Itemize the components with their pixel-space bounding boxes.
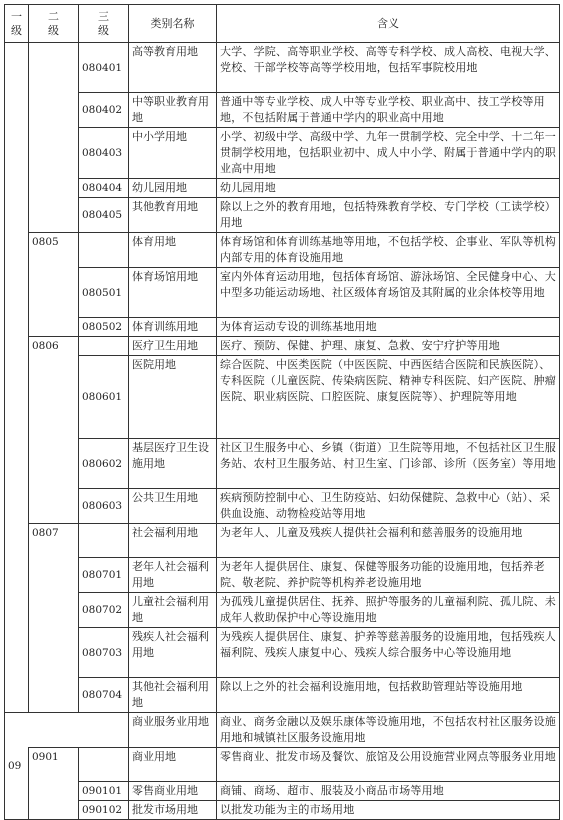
cell-level1	[5, 43, 29, 713]
cell-meaning: 小学、初级中学、高级中学、九年一贯制学校、完全中学、十二年一贯制学校用地，包括职业初中、成人中小学、附属于普通中学内的职业高中用地	[217, 128, 560, 179]
cell-level3	[79, 524, 129, 558]
cell-category-name: 零售商业用地	[129, 782, 217, 801]
cell-category-name: 社会福利用地	[129, 524, 217, 558]
header-meaning: 含义	[217, 5, 560, 43]
table-row	[5, 198, 560, 233]
cell-level3: 080701	[79, 558, 129, 593]
cell-meaning: 为孤残儿童提供居住、抚养、照护等服务的儿童福利院、孤儿院、未成年人救助保护中心等设施用地	[217, 593, 560, 628]
cell-level3: 090102	[79, 801, 129, 820]
cell-level2: 0805	[29, 233, 79, 337]
table-row	[5, 801, 560, 820]
cell-category-name: 商业服务业用地	[129, 713, 217, 748]
cell-level3	[79, 337, 129, 356]
cell-meaning: 除以上之外的教育用地，包括特殊教育学校、专门学校（工读学校）用地	[217, 198, 560, 233]
land-classification-table	[4, 4, 560, 820]
cell-category-name: 老年人社会福利用地	[129, 558, 217, 593]
cell-category-name: 其他社会福利用地	[129, 678, 217, 713]
table-row	[5, 128, 560, 179]
table-row	[5, 318, 560, 337]
cell-level3: 080704	[79, 678, 129, 713]
cell-level2: 0806	[29, 337, 79, 524]
cell-level3: 080601	[79, 356, 129, 439]
cell-meaning: 为老年人、儿童及残疾人提供社会福利和慈善服务的设施用地	[217, 524, 560, 558]
table-row	[5, 439, 560, 489]
cell-level3: 080403	[79, 128, 129, 179]
cell-meaning: 医疗、预防、保健、护理、康复、急救、安宁疗护等用地	[217, 337, 560, 356]
cell-category-name: 高等教育用地	[129, 43, 217, 93]
cell-category-name: 医疗卫生用地	[129, 337, 217, 356]
table-row	[5, 93, 560, 128]
cell-meaning: 社区卫生服务中心、乡镇（街道）卫生院等用地，不包括社区卫生服务站、农村卫生服务站、村卫生室、门诊部、诊所（医务室）等用地	[217, 439, 560, 489]
cell-level2: 0807	[29, 524, 79, 713]
cell-meaning: 体育场馆和体育训练基地等用地，不包括学校、企事业、军队等机构内部专用的体育设施用地	[217, 233, 560, 268]
cell-category-name: 中等职业教育用地	[129, 93, 217, 128]
cell-level3: 080603	[79, 489, 129, 524]
cell-meaning: 零售商业、批发市场及餐饮、旅馆及公用设施营业网点等服务业用地	[217, 748, 560, 782]
cell-meaning: 为老年人提供居住、康复、保健等服务功能的设施用地，包括养老院、敬老院、养护院等机构养老设施用地	[217, 558, 560, 593]
table-row	[5, 782, 560, 801]
cell-level3: 080401	[79, 43, 129, 93]
cell-meaning: 商铺、商场、超市、服装及小商品市场等用地	[217, 782, 560, 801]
cell-category-name: 体育训练用地	[129, 318, 217, 337]
cell-category-name: 基层医疗卫生设施用地	[129, 439, 217, 489]
table-row	[5, 43, 560, 93]
cell-meaning: 除以上之外的社会福利设施用地，包括救助管理站等设施用地	[217, 678, 560, 713]
header-row	[5, 5, 560, 43]
cell-category-name: 体育场馆用地	[129, 268, 217, 318]
table-row	[5, 337, 560, 356]
cell-meaning: 疾病预防控制中心、卫生防疫站、妇幼保健院、急救中心（站）、采供血设施、动物检疫站等用地	[217, 489, 560, 524]
cell-category-name: 中小学用地	[129, 128, 217, 179]
cell-level3: 080405	[79, 198, 129, 233]
table-row	[5, 593, 560, 628]
table-row	[5, 678, 560, 713]
cell-level3	[29, 713, 129, 748]
table-row	[5, 748, 560, 782]
cell-category-name: 体育用地	[129, 233, 217, 268]
table-row	[5, 489, 560, 524]
table-row	[5, 524, 560, 558]
cell-meaning: 以批发功能为主的市场用地	[217, 801, 560, 820]
cell-category-name: 医院用地	[129, 356, 217, 439]
cell-category-name: 幼儿园用地	[129, 179, 217, 198]
cell-category-name: 公共卫生用地	[129, 489, 217, 524]
cell-meaning: 幼儿园用地	[217, 179, 560, 198]
header-level2: 二级	[29, 5, 79, 43]
cell-meaning: 室内外体育运动用地，包括体育场馆、游泳场馆、全民健身中心、大中型多功能运动场地、社区级体育场馆及其附属的业余体校等用地	[217, 268, 560, 318]
cell-meaning: 商业、商务金融以及娱乐康体等设施用地，不包括农村社区服务设施用地和城镇社区服务设施用地	[217, 713, 560, 748]
cell-level2	[29, 43, 79, 233]
cell-level3: 080501	[79, 268, 129, 318]
cell-level3: 080602	[79, 439, 129, 489]
table-row	[5, 179, 560, 198]
cell-category-name: 残疾人社会福利用地	[129, 628, 217, 678]
cell-meaning: 为残疾人提供居住、康复、护养等慈善服务的设施用地，包括残疾人福利院、残疾人康复中心、残疾人综合服务中心等设施用地	[217, 628, 560, 678]
header-level1: 一级	[5, 5, 29, 43]
cell-level3: 080702	[79, 593, 129, 628]
header-level3: 三级	[79, 5, 129, 43]
cell-level3: 080402	[79, 93, 129, 128]
cell-level3: 090101	[79, 782, 129, 801]
cell-meaning: 大学、学院、高等职业学校、高等专科学校、成人高校、电视大学、党校、干部学校等高等学校用地，包括军事院校用地	[217, 43, 560, 93]
cell-category-name: 批发市场用地	[129, 801, 217, 820]
cell-category-name: 其他教育用地	[129, 198, 217, 233]
cell-level3	[79, 748, 129, 782]
table-row	[5, 628, 560, 678]
cell-level3: 080502	[79, 318, 129, 337]
cell-meaning: 综合医院、中医类医院（中医医院、中西医结合医院和民族医院）、专科医院（儿童医院、传染病医院、精神专科医院、妇产医院、肿瘤医院、职业病医院、口腔医院、康复医院等）、护理院等用地	[217, 356, 560, 439]
cell-level2: 0901	[29, 748, 79, 820]
cell-level3: 080404	[79, 179, 129, 198]
cell-level3	[79, 233, 129, 268]
cell-level3: 080703	[79, 628, 129, 678]
cell-level1: 09	[5, 713, 29, 820]
table-row	[5, 233, 560, 268]
cell-meaning: 普通中等专业学校、成人中等专业学校、职业高中、技工学校等用地，不包括附属于普通中学内的职业高中用地	[217, 93, 560, 128]
table-row	[5, 268, 560, 318]
cell-category-name: 儿童社会福利用地	[129, 593, 217, 628]
cell-meaning: 为体育运动专设的训练基地用地	[217, 318, 560, 337]
table-row	[5, 558, 560, 593]
cell-category-name: 商业用地	[129, 748, 217, 782]
header-category-name: 类别名称	[129, 5, 217, 43]
table-row	[5, 713, 560, 748]
table-row	[5, 356, 560, 439]
